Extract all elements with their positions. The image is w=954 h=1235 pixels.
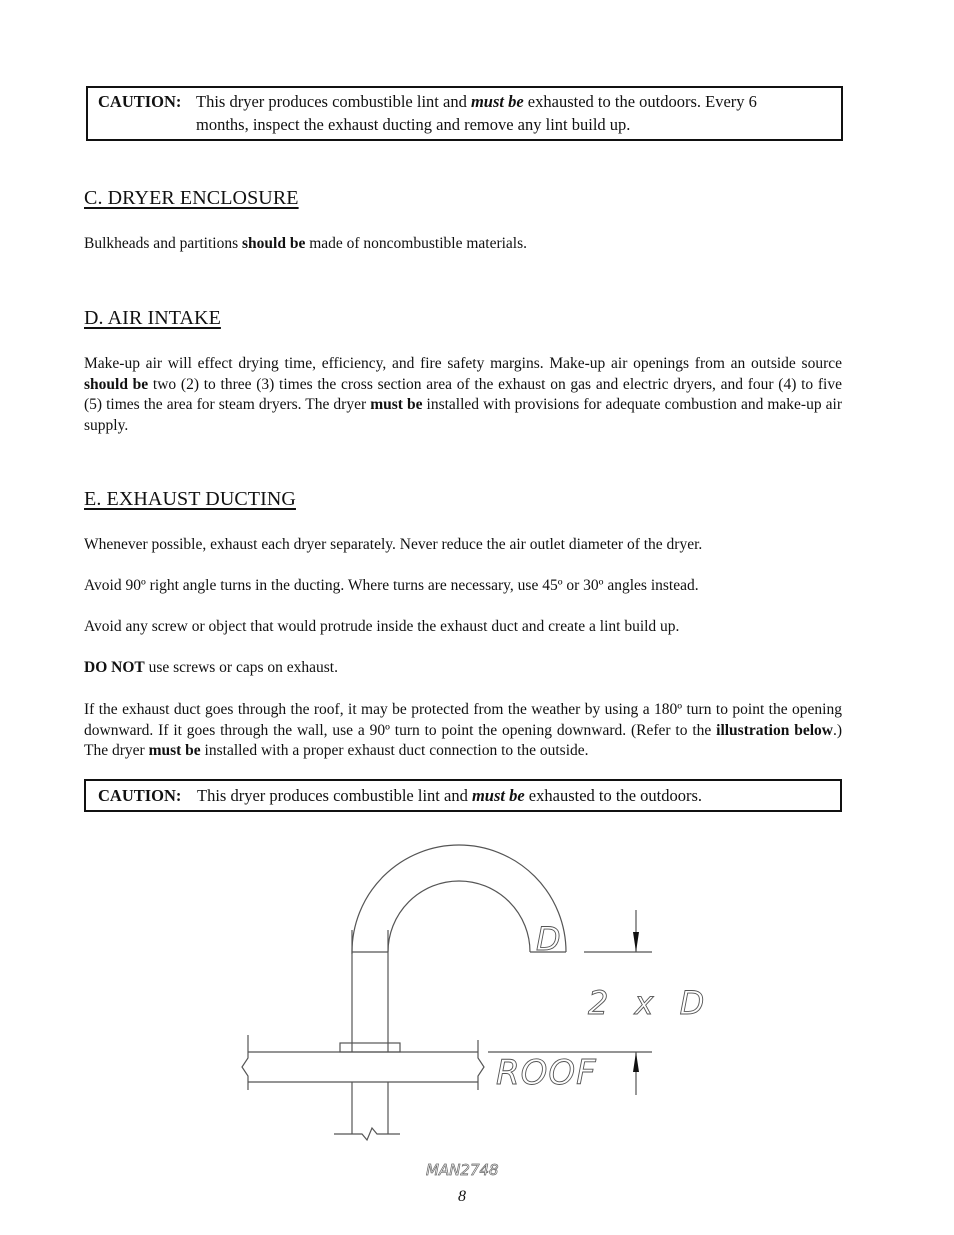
- caution-label: CAUTION:: [98, 786, 182, 805]
- page-number: 8: [458, 1188, 466, 1205]
- paragraph-dryer-enclosure: Bulkheads and partitions should be made of noncombustible materials.: [84, 235, 528, 252]
- paragraph-exhaust-2: Avoid 90º right angle turns in the ducting. Where turns are necessary, use 45º or 30º angles instead.: [84, 577, 699, 594]
- section-heading-air-intake: D. AIR INTAKE: [84, 307, 221, 329]
- paragraph-exhaust-4: DO NOT use screws or caps on exhaust.: [84, 659, 338, 676]
- label-2xd: 2 x D: [588, 984, 713, 1022]
- paragraph-exhaust-5: If the exhaust duct goes through the roof, it may be protected from the weather by using a 180º turn to point the opening downward. If it goes through the wall, use a 90º turn to point the opening downward. (Refer to the illustration below.) The dryer must be installed with a proper exhaust duct connection to the outside.: [84, 701, 842, 760]
- section-heading-exhaust-ducting: E. EXHAUST DUCTING: [84, 488, 296, 510]
- paragraph-air-intake: Make-up air will effect drying time, efficiency, and fire safety margins. Make-up air openings from an outside source should be two (2) to three (3) times the cross section area of the exhaust on gas and electric dryers, and four (4) to five (5) times the area for steam dryers. The dryer must be installed with provisions for adequate combustion and make-up air supply.: [84, 355, 842, 434]
- caution-label: CAUTION:: [98, 92, 182, 111]
- paragraph-exhaust-3: Avoid any screw or object that would protrude inside the exhaust duct and create a lint build up.: [84, 618, 680, 635]
- figure-code: MAN2748: [426, 1161, 499, 1179]
- label-roof: ROOF: [496, 1053, 597, 1093]
- diagram-labels: [496, 920, 712, 1093]
- caution-text: This dryer produces combustible lint and must be exhausted to the outdoors.: [197, 786, 703, 805]
- caution-text-line2: months, inspect the exhaust ducting and remove any lint build up.: [196, 115, 631, 134]
- section-heading-dryer-enclosure: C. DRYER ENCLOSURE: [84, 187, 299, 209]
- paragraph-exhaust-1: Whenever possible, exhaust each dryer separately. Never reduce the air outlet diameter of the dryer.: [84, 536, 703, 553]
- label-d: D: [536, 920, 561, 958]
- caution-text-line1: This dryer produces combustible lint and must be exhausted to the outdoors. Every 6: [196, 92, 757, 111]
